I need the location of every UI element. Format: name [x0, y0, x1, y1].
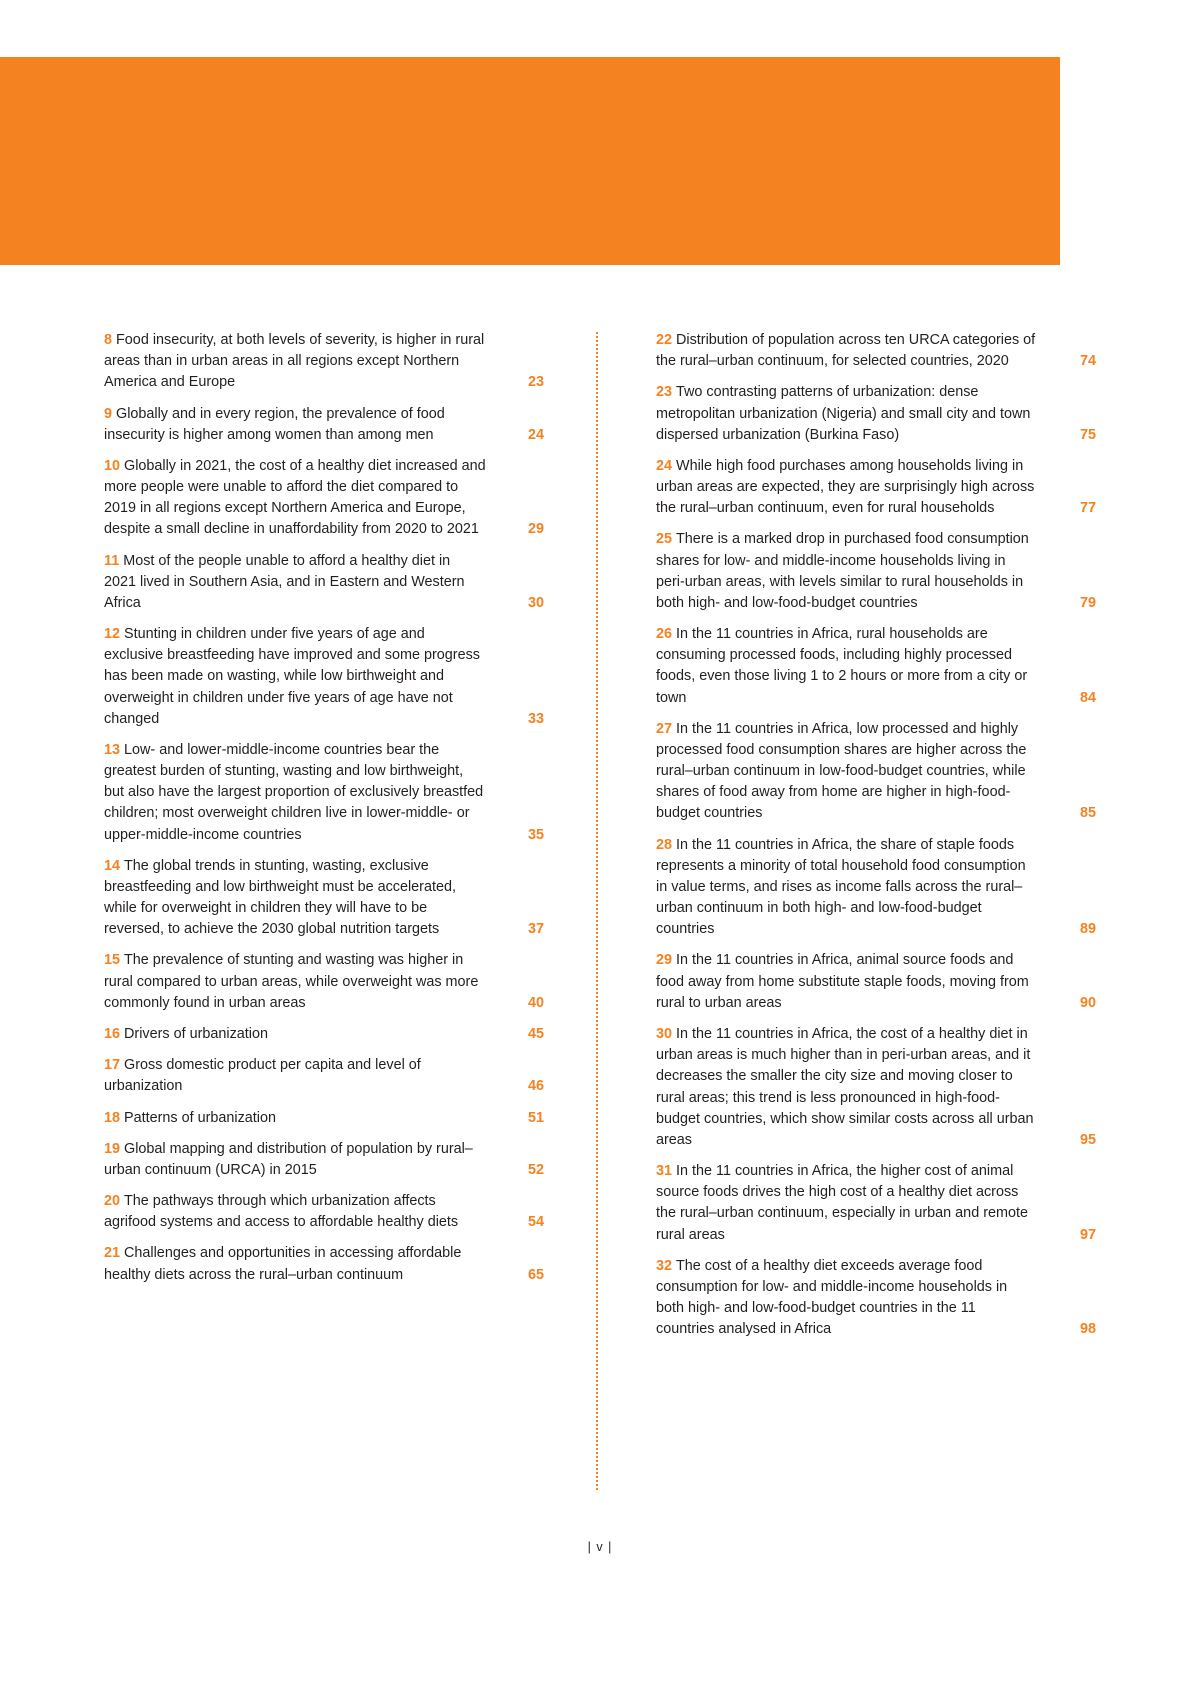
figure-page-number[interactable]: 85 — [1079, 805, 1096, 822]
figure-entry[interactable] — [104, 950, 544, 1014]
figure-number: 10 — [104, 457, 121, 474]
figure-page-number[interactable]: 75 — [1079, 426, 1096, 443]
figure-page-number[interactable]: 54 — [527, 1214, 544, 1231]
figure-entry[interactable] — [656, 1161, 1096, 1246]
figure-entry[interactable] — [104, 624, 544, 730]
figure-number: 11 — [104, 552, 120, 569]
figure-title: In the 11 countries in Africa, the share of staple foods represents a minority of total household food consumption in value terms, and rises as income falls across the rural–urban continuum in both high- and low-food-budget countries — [656, 836, 1026, 938]
figure-number: 23 — [656, 384, 673, 401]
figure-title: The cost of a healthy diet exceeds average food consumption for low- and middle-income households in both high- and low-food-budget countries in the 11 countries analysed in Africa — [656, 1257, 1008, 1338]
figure-title: Low- and lower-middle-income countries bear the greatest burden of stunting, wasting and low birthweight, but also have the largest proportion of exclusively breastfed children; most overweight children live in lower-middle- or upper-middle-income countries — [104, 741, 484, 843]
figure-title: In the 11 countries in Africa, the higher cost of animal source foods drives the high cost of a healthy diet across the rural–urban continuum, especially in urban and remote rural areas — [656, 1163, 1028, 1243]
right-column — [656, 330, 1096, 1350]
figure-entry[interactable] — [104, 330, 544, 394]
two-column-layout — [104, 330, 1096, 1350]
figure-number: 13 — [104, 741, 121, 758]
figure-title: Globally and in every region, the prevalence of food insecurity is higher among women than among men — [104, 405, 445, 443]
figure-page-number[interactable]: 46 — [527, 1078, 544, 1095]
figure-page-number[interactable]: 37 — [527, 921, 544, 938]
figure-number: 9 — [104, 405, 113, 422]
figure-page-number[interactable]: 51 — [527, 1109, 544, 1126]
figure-number: 16 — [104, 1025, 121, 1042]
figure-page-number[interactable]: 35 — [527, 826, 544, 843]
figure-number: 26 — [656, 626, 673, 643]
figure-number: 8 — [104, 332, 113, 348]
left-column — [104, 330, 544, 1350]
figure-page-number[interactable]: 24 — [527, 426, 544, 443]
figure-title: Patterns of urbanization — [124, 1109, 277, 1126]
figure-entry[interactable] — [104, 456, 544, 541]
figure-entry[interactable] — [656, 835, 1096, 941]
figure-number: 20 — [104, 1193, 121, 1210]
column-divider — [544, 330, 656, 1350]
figure-entry[interactable] — [656, 330, 1096, 372]
figure-title: While high food purchases among households living in urban areas are expected, they are surprisingly high across the rural–urban continuum, even for rural households — [656, 457, 1035, 517]
figure-page-number[interactable]: 52 — [527, 1161, 544, 1178]
figure-number: 31 — [656, 1163, 673, 1180]
figure-entry[interactable] — [656, 719, 1096, 825]
figure-entry[interactable] — [104, 1024, 544, 1045]
figure-number: 15 — [104, 952, 121, 969]
page-number: | v | — [587, 1540, 613, 1554]
figure-page-number[interactable]: 29 — [527, 521, 544, 538]
figure-number: 32 — [656, 1257, 673, 1274]
figure-title: In the 11 countries in Africa, low processed and highly processed food consumption shares are higher across the rural–urban continuum in low-food-budget countries, while shares of food away from home are higher in high-food-budget countries — [656, 720, 1027, 822]
figure-page-number[interactable]: 45 — [527, 1025, 544, 1042]
figure-number: 24 — [656, 457, 673, 474]
figure-page-number[interactable]: 84 — [1079, 689, 1096, 706]
figure-title: In the 11 countries in Africa, rural households are consuming processed foods, including highly processed foods, even those living 1 to 2 hours or more from a city or town — [656, 626, 1028, 706]
figure-number: 17 — [104, 1057, 121, 1074]
figure-entry[interactable] — [104, 1191, 544, 1233]
figure-title: There is a marked drop in purchased food consumption shares for low- and middle-income households living in peri-urban areas, with levels similar to rural households in both high- and low-food-budget countries — [656, 531, 1029, 611]
figure-number: 29 — [656, 952, 673, 969]
figure-entry[interactable] — [104, 1108, 544, 1129]
figure-title: Global mapping and distribution of population by rural–urban continuum (URCA) in 2015 — [104, 1140, 473, 1178]
figure-number: 12 — [104, 626, 121, 643]
figure-number: 27 — [656, 720, 673, 737]
figure-title: The pathways through which urbanization affects agrifood systems and access to affordable healthy diets — [104, 1193, 459, 1231]
figure-number: 30 — [656, 1025, 673, 1042]
figure-title: In the 11 countries in Africa, the cost of a healthy diet in urban areas is much higher than in peri-urban areas, and it decreases the smaller the city size and moving closer to rural areas; this trend is less pronounced in high-food-budget countries, which show similar costs across all urban areas — [656, 1025, 1034, 1148]
figure-title: In the 11 countries in Africa, animal source foods and food away from home substitute staple foods, moving from rural to urban areas — [656, 952, 1029, 1011]
figure-title: Gross domestic product per capita and level of urbanization — [104, 1057, 421, 1095]
header-color-band — [0, 57, 1060, 265]
list-of-figures-content — [0, 330, 1200, 1530]
figure-entry[interactable] — [104, 1243, 544, 1285]
figure-entry[interactable] — [104, 740, 544, 846]
figure-entry[interactable] — [656, 382, 1096, 446]
figure-page-number[interactable]: 74 — [1079, 353, 1096, 370]
figure-title: Challenges and opportunities in accessing affordable healthy diets across the rural–urban continuum — [104, 1245, 462, 1283]
figure-entry[interactable] — [656, 456, 1096, 520]
figure-number: 18 — [104, 1109, 121, 1126]
figure-page-number[interactable]: 23 — [527, 374, 544, 391]
figure-title: Globally in 2021, the cost of a healthy diet increased and more people were unable to afford the diet compared to 2019 in all regions except Northern America and Europe, despite a small decline in unaffordability from 2020 to 2021 — [104, 457, 486, 538]
figure-entry[interactable] — [104, 551, 544, 615]
figure-title: Drivers of urbanization — [124, 1025, 268, 1042]
figure-page-number[interactable]: 77 — [1079, 500, 1096, 517]
figure-page-number[interactable]: 79 — [1079, 594, 1096, 611]
figure-number: 14 — [104, 857, 121, 874]
figure-entry[interactable] — [104, 404, 544, 446]
figure-title: Food insecurity, at both levels of severity, is higher in rural areas than in urban areas in all regions except Northern America and Europe — [104, 332, 485, 391]
figure-number: 22 — [656, 332, 673, 348]
figure-number: 21 — [104, 1245, 121, 1262]
figure-entry[interactable] — [104, 1055, 544, 1097]
figure-number: 25 — [656, 531, 673, 548]
figure-title: The global trends in stunting, wasting, exclusive breastfeeding and low birthweight must be accelerated, while for overweight in children they will have to be reversed, to achieve the 2030 global nutrition targets — [104, 857, 456, 938]
figure-page-number[interactable]: 90 — [1079, 994, 1096, 1011]
figure-entry[interactable] — [656, 950, 1096, 1014]
figure-entry[interactable] — [104, 856, 544, 941]
figure-page-number[interactable]: 98 — [1079, 1321, 1096, 1338]
figure-entry[interactable] — [656, 1024, 1096, 1151]
figure-title: Most of the people unable to afford a healthy diet in 2021 lived in Southern Asia, and in Eastern and Western Africa — [104, 552, 465, 611]
figure-page-number[interactable]: 40 — [527, 994, 544, 1011]
figure-title: Stunting in children under five years of age and exclusive breastfeeding have improved and some progress has been made on wasting, while low birthweight and overweight in children under five years of age have not changed — [104, 626, 480, 727]
figure-entry[interactable] — [104, 1139, 544, 1181]
figure-title: The prevalence of stunting and wasting was higher in rural compared to urban areas, while overweight was more commonly found in urban areas — [104, 952, 479, 1011]
figure-title: Two contrasting patterns of urbanization: dense metropolitan urbanization (Nigeria) and small city and town dispersed urbanization (Burkina Faso) — [656, 384, 1031, 443]
figure-page-number[interactable]: 30 — [527, 594, 544, 611]
figure-entry[interactable] — [656, 624, 1096, 709]
figure-number: 19 — [104, 1140, 121, 1157]
dotted-divider-line — [596, 332, 598, 1490]
figure-entry[interactable] — [656, 1256, 1096, 1341]
figure-entry[interactable] — [656, 529, 1096, 614]
figure-number: 28 — [656, 836, 673, 853]
figure-title: Distribution of population across ten URCA categories of the rural–urban continuum, for selected countries, 2020 — [656, 332, 1036, 370]
figure-page-number[interactable]: 97 — [1079, 1226, 1096, 1243]
figure-page-number[interactable]: 65 — [527, 1266, 544, 1283]
figure-page-number[interactable]: 33 — [527, 710, 544, 727]
figure-page-number[interactable]: 95 — [1079, 1131, 1096, 1148]
figure-page-number[interactable]: 89 — [1079, 921, 1096, 938]
